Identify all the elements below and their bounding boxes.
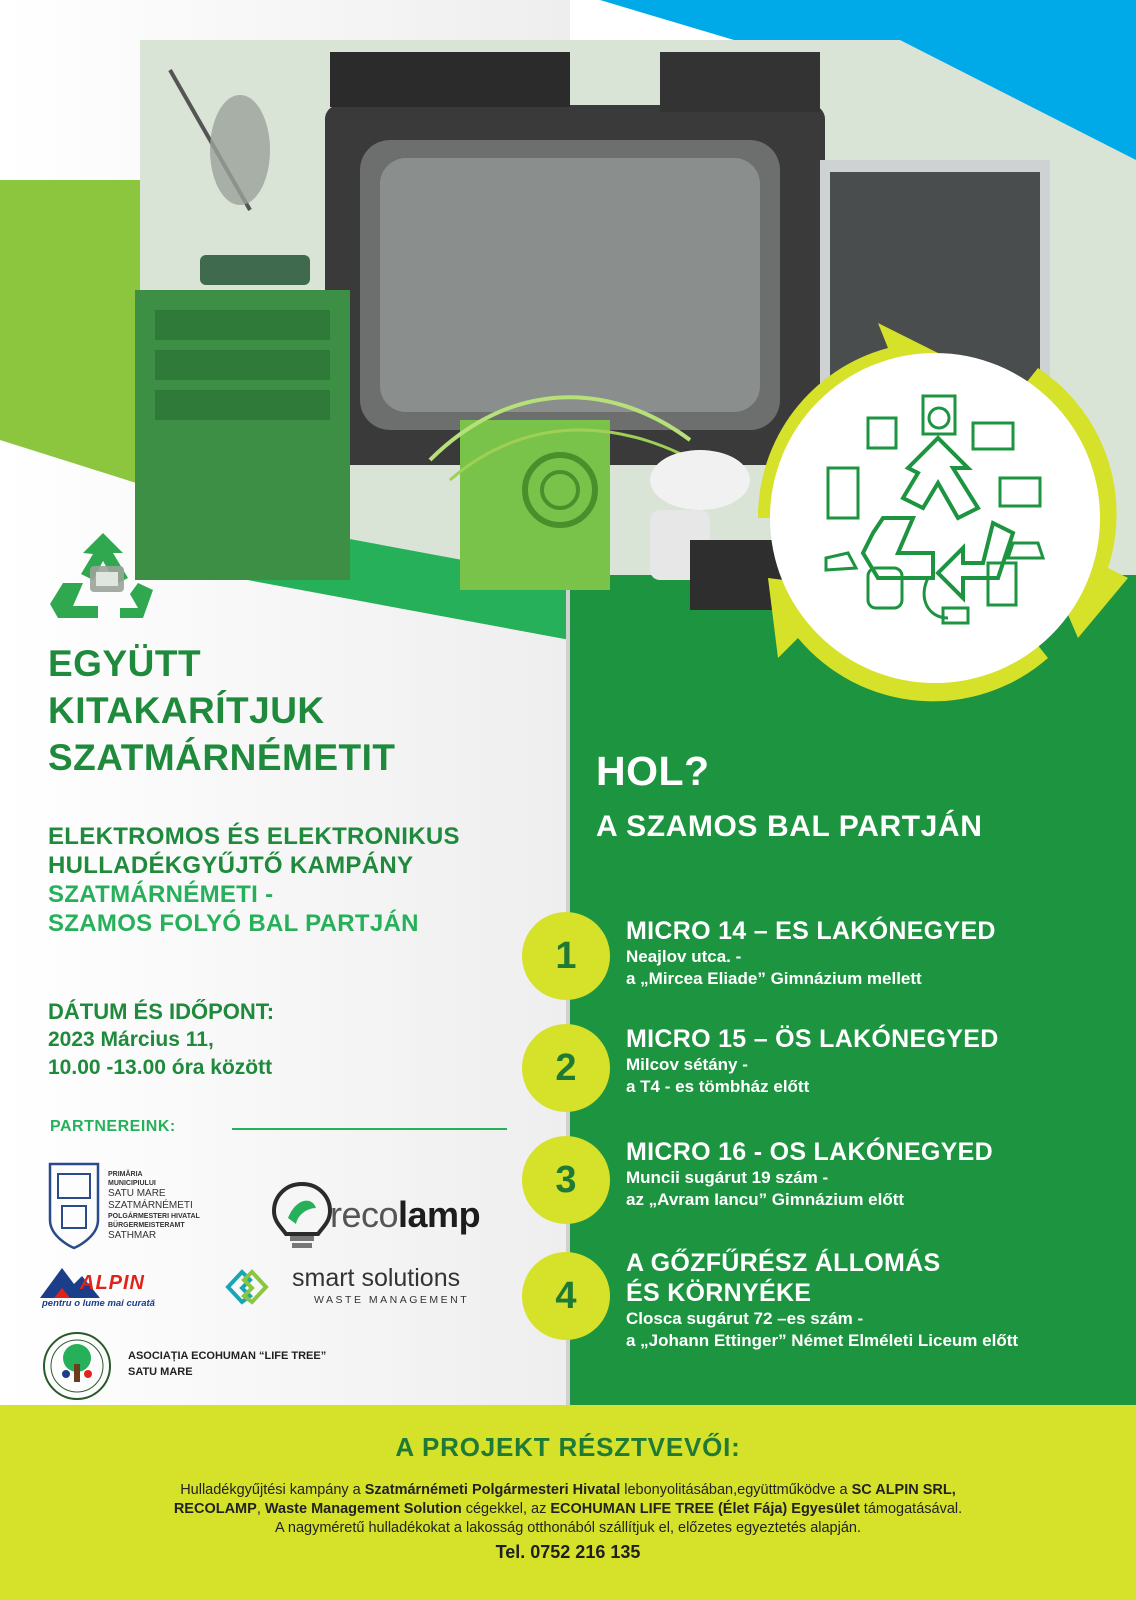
location-line-1b: a „Mircea Eliade” Gimnázium mellett xyxy=(626,969,922,988)
smart-solutions-sub: WASTE MANAGEMENT xyxy=(314,1294,470,1306)
location-line-2a: Milcov sétány - xyxy=(626,1055,748,1074)
subtitle-dark-2: HULLADÉKGYŰJTŐ KAMPÁNY xyxy=(48,852,414,879)
location-4-details xyxy=(626,1248,1018,1352)
primaria-text-3: SATU MARE xyxy=(108,1188,166,1199)
ecohuman-name: ASOCIAȚIA ECOHUMAN “LIFE TREE” xyxy=(128,1350,327,1362)
date-line-1: 2023 Március 11, xyxy=(48,1028,214,1051)
title-line-1: EGYÜTT xyxy=(48,643,202,684)
subtitle-dark-1: ELEKTROMOS ÉS ELEKTRONIKUS xyxy=(48,823,460,850)
location-1 xyxy=(522,912,610,1000)
footer-text: , xyxy=(256,1501,265,1517)
smart-solutions-name: smart solutions xyxy=(292,1264,461,1292)
recolamp-logo xyxy=(268,1178,498,1258)
footer-bold-text: RECOLAMP xyxy=(173,1501,257,1517)
power-supply xyxy=(460,420,610,590)
where-subheading: A SZAMOS BAL PARTJÁN xyxy=(596,810,983,843)
coat-of-arms-icon xyxy=(46,1160,102,1252)
primaria-text-4: SZATMÁRNÉMETI xyxy=(108,1200,193,1211)
footer-text: támogatásával. xyxy=(859,1501,963,1517)
recycle-appliances-graphic xyxy=(738,318,1128,718)
location-3-details xyxy=(626,1137,993,1211)
primaria-text-6: BÜRGERMEISTERAMT xyxy=(108,1222,185,1229)
location-title-2: MICRO 15 – ÖS LAKÓNEGYED xyxy=(626,1025,999,1053)
title-line-2: KITAKARÍTJUK xyxy=(48,690,325,731)
location-number-1: 1 xyxy=(522,912,610,1000)
smart-solutions-logo xyxy=(222,1266,492,1310)
footer-text: Hulladékgyűjtési kampány a xyxy=(180,1482,365,1498)
alpin-tagline: pentru o lume mai curată xyxy=(42,1298,155,1309)
location-number-4: 4 xyxy=(522,1252,610,1340)
footer-bold-text: SC ALPIN SRL xyxy=(851,1482,952,1498)
location-title-4a: A GŐZFŰRÉSZ ÁLLOMÁS xyxy=(626,1249,941,1277)
location-line-3b: az „Avram Iancu” Gimnázium előtt xyxy=(626,1190,905,1209)
location-line-2b: a T4 - es tömbház előtt xyxy=(626,1077,810,1096)
smart-solutions-icon xyxy=(222,1266,272,1308)
location-2-details xyxy=(626,1024,999,1098)
subtitle-light-1: SZATMÁRNÉMETI - xyxy=(48,881,274,908)
footer-text: , xyxy=(951,1482,956,1498)
location-line-1a: Neajlov utca. - xyxy=(626,947,742,966)
lightbulb-icon xyxy=(268,1178,336,1252)
primaria-logo xyxy=(46,1160,216,1250)
alpin-logo xyxy=(40,1262,192,1312)
location-number-2: 2 xyxy=(522,1024,610,1112)
location-number-3: 3 xyxy=(522,1136,610,1224)
location-line-4b: a „Johann Ettinger” Német Elméleti Liceum előtt xyxy=(626,1331,1019,1350)
primaria-text-7: SATHMAR xyxy=(108,1230,157,1241)
primaria-text-1: PRIMĂRIA xyxy=(108,1171,143,1178)
footer-bold-text: Szatmárnémeti Polgármesteri Hivatal xyxy=(364,1482,621,1498)
alpin-name: ALPIN xyxy=(80,1272,145,1294)
subtitle-block xyxy=(48,822,460,938)
location-line-3a: Muncii sugárut 19 szám - xyxy=(626,1168,829,1187)
antenna xyxy=(170,70,310,285)
location-title-3: MICRO 16 - OS LAKÓNEGYED xyxy=(626,1138,993,1166)
footer-line-3: A nagyméretű hulladékokat a lakosság otthonából szállítjuk el, előzetes egyeztetés alapján. xyxy=(274,1520,861,1536)
location-3 xyxy=(522,1136,610,1224)
date-heading: DÁTUM ÉS IDŐPONT: xyxy=(48,999,275,1024)
location-1-details xyxy=(626,916,996,990)
tree-seal-icon xyxy=(36,1330,118,1402)
date-line-2: 10.00 -13.00 óra között xyxy=(48,1056,273,1079)
footer-text: lebonyolitásában,együttműködve a xyxy=(620,1482,852,1498)
footer-bold-text: ECOHUMAN LIFE TREE (Élet Fája) Egyesület xyxy=(550,1501,860,1517)
footer-line-1 xyxy=(20,1481,1116,1500)
footer-heading: A PROJEKT RÉSZTVEVŐI: xyxy=(395,1432,741,1462)
recolamp-lamp-text: lamp xyxy=(398,1194,481,1235)
recolamp-reco-text: reco xyxy=(330,1194,399,1235)
ecohuman-city: SATU MARE xyxy=(128,1366,193,1378)
footer-line-2 xyxy=(20,1500,1116,1519)
location-2 xyxy=(522,1024,610,1112)
primaria-text-5: POLGÁRMESTERI HIVATAL xyxy=(108,1213,200,1220)
footer-text: cégekkel, az xyxy=(461,1501,551,1517)
location-4 xyxy=(522,1252,610,1340)
partners-heading: PARTNEREINK: xyxy=(50,1118,176,1135)
location-title-1: MICRO 14 – ES LAKÓNEGYED xyxy=(626,917,996,945)
printer xyxy=(330,52,570,107)
subtitle-light-2: SZAMOS FOLYÓ BAL PARTJÁN xyxy=(48,910,419,937)
recycle-logo-icon xyxy=(48,528,158,620)
partners-divider xyxy=(232,1128,507,1130)
footer-bold-text: Waste Management Solution xyxy=(264,1501,462,1517)
title-line-3: SZATMÁRNÉMETIT xyxy=(48,737,396,778)
location-line-4a: Closca sugárut 72 –es szám - xyxy=(626,1309,864,1328)
ecohuman-logo xyxy=(36,1330,436,1400)
footer-paragraph xyxy=(20,1481,1116,1538)
location-title-4b: ÉS KÖRNYÉKE xyxy=(626,1279,812,1307)
title-block xyxy=(48,640,396,781)
where-heading: HOL? xyxy=(596,748,710,794)
phone-number: Tel. 0752 216 135 xyxy=(495,1542,641,1562)
primaria-text-2: MUNICIPIULUI xyxy=(108,1180,156,1187)
date-block xyxy=(48,998,274,1082)
